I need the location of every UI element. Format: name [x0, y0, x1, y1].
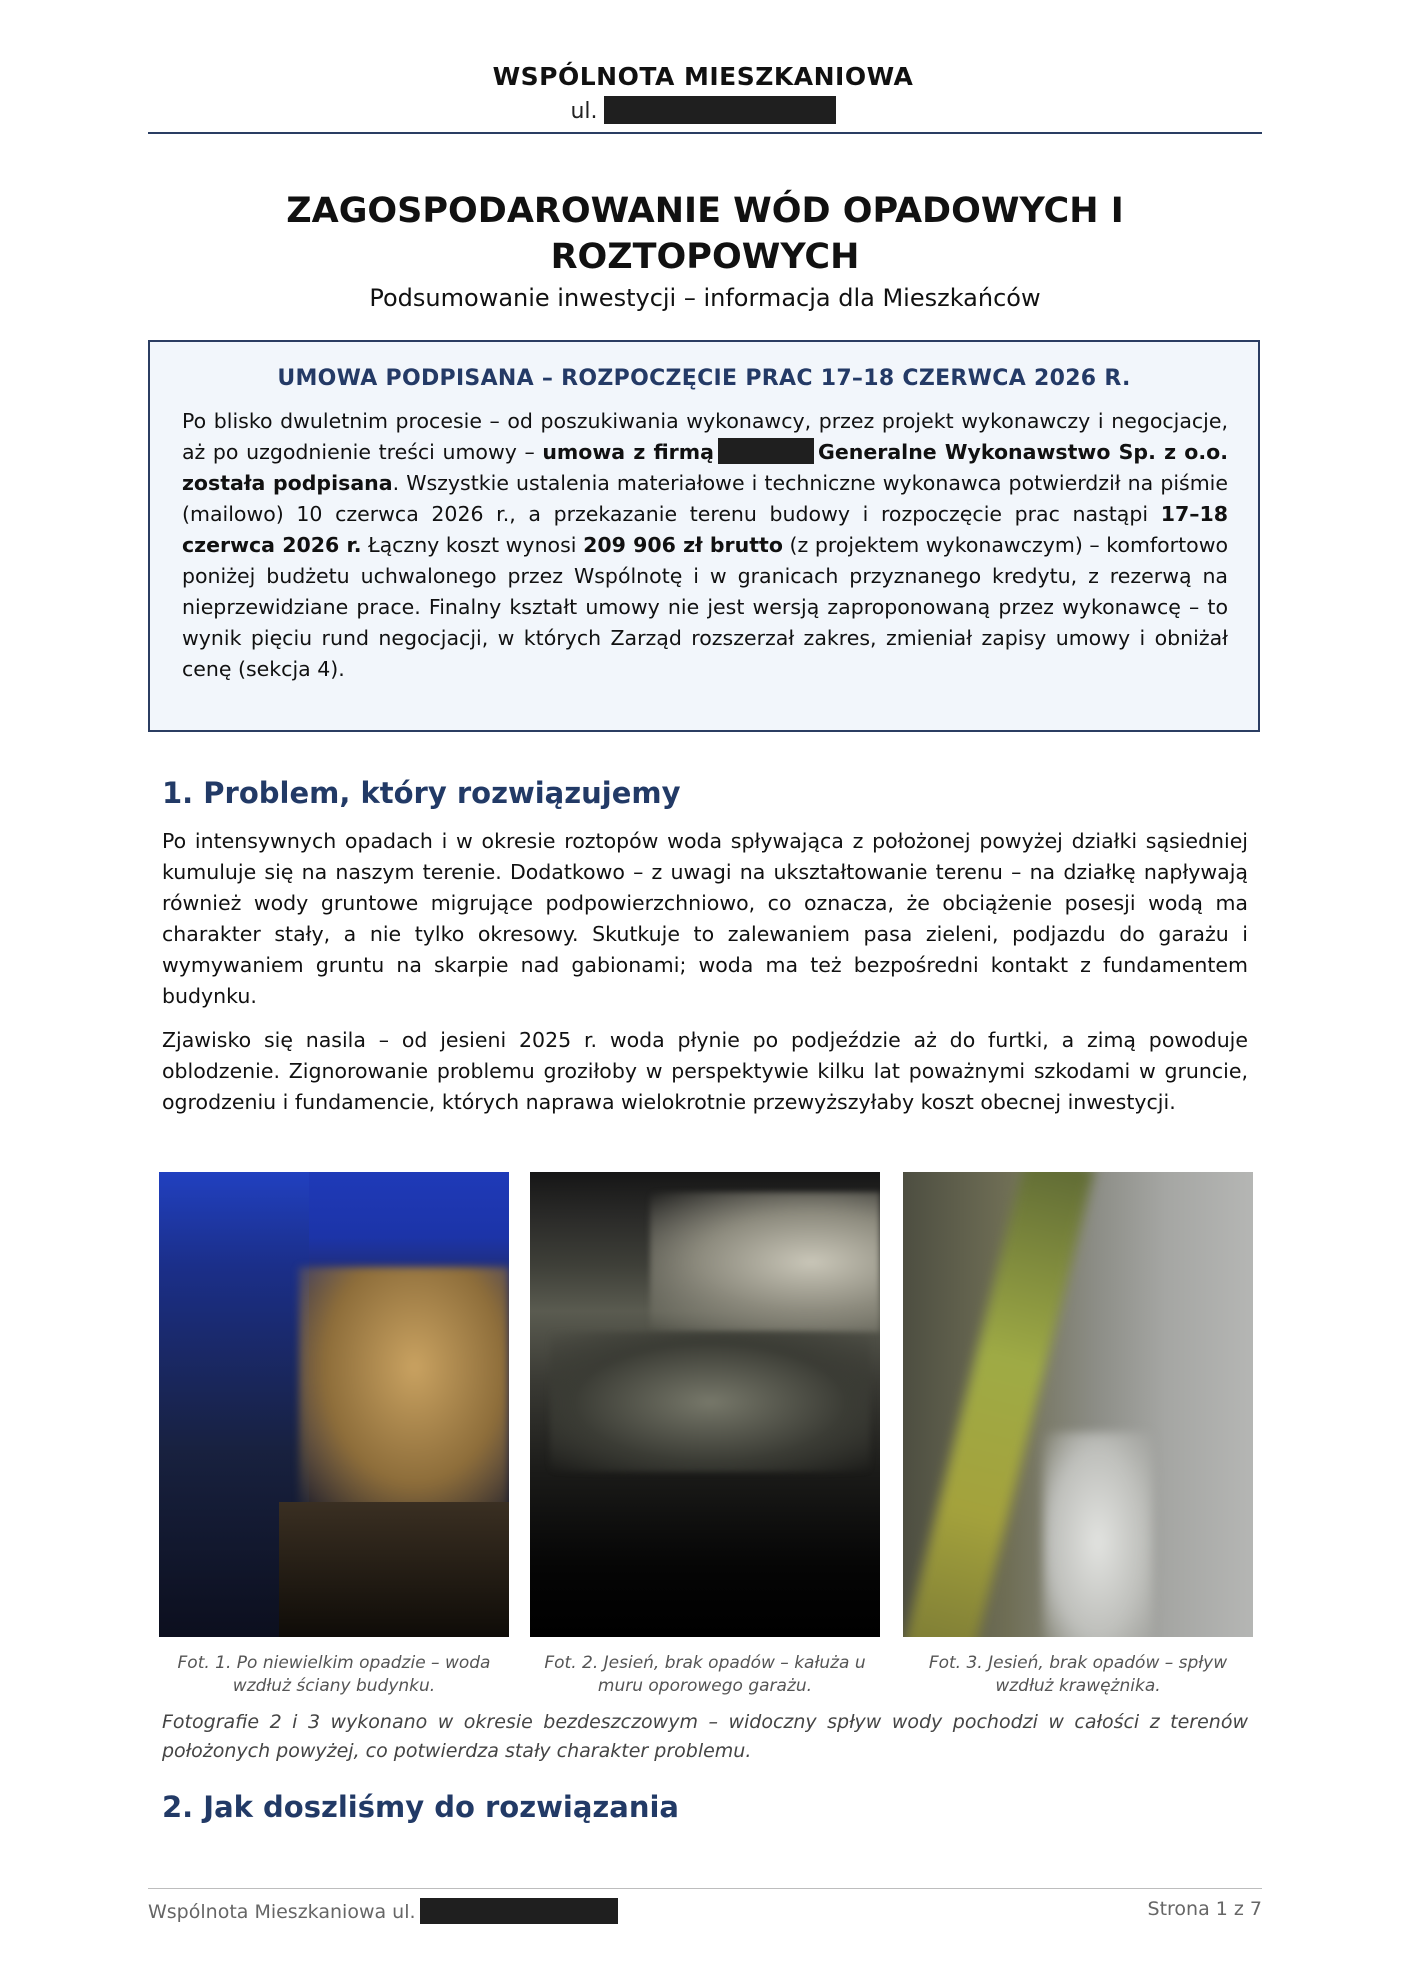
summary-text-part: Po blisko dwuletnim procesie – od poszukiwania wykonawcy, przez projekt wykonawczy i negocjacje, aż po uzgodnienie treści umowy –: [182, 409, 1228, 464]
photo-1: [159, 1172, 509, 1637]
redacted-address: [604, 96, 836, 124]
section-1-paragraph-2: Zjawisko się nasila – od jesieni 2025 r. woda płynie po podjeździe aż do furtki, a zimą powoduje oblodzenie. Zignorowanie problemu groziłoby w perspektywie kilku lat poważnymi szkodami w gruncie, ogrodzeniu i fundamencie, których naprawa wielokrotnie przewyższyłaby koszt obecnej inwestycji.: [162, 1028, 1248, 1114]
header-title: WSPÓLNOTA MIESZKANIOWA: [492, 62, 914, 91]
section-1-paragraph-1: Po intensywnych opadach i w okresie roztopów woda spływająca z położonej powyżej działki sąsiedniej kumuluje się na naszym terenie. Dodatkowo – z uwagi na ukształtowanie terenu – na działkę napływają również wody gruntowe migrujące podpowierzchniowo, co oznacza, że obciążenie posesji wodą ma charakter stały, a nie tylko okresowy. Skutkuje to zalewaniem pasa zieleni, podjazdu do garażu i wymywaniem gruntu na skarpie nad gabionami; woda ma też bezpośredni kontakt z fundamentem budynku.: [162, 829, 1248, 1008]
summary-text-part: (z projektem wykonawczym) – komfortowo poniżej budżetu uchwalonego przez Wspólnotę i w granicach przyznanego kredytu, z rezerwą na nieprzewidziane prace. Finalny kształt umowy nie jest wersją zaproponowaną przez wykonawcę – to wynik pięciu rund negocjacji, w których Zarząd rozszerzał zakres, zmieniał zapisy umowy i obniżał cenę (sekcja 4).: [182, 533, 1228, 681]
photo-1-caption: Fot. 1. Po niewielkim opadzie – woda wzdłuż ściany budynku.: [177, 1653, 491, 1696]
summary-text-part: . Wszystkie ustalenia materiałowe i techniczne wykonawca potwierdził na piśmie (mailowo) 10 czerwca 2026 r., a przekazanie terenu budowy i rozpoczęcie prac nastąpi: [182, 471, 1228, 526]
page-number: Strona 1 z 7: [1147, 1898, 1262, 1920]
photo-2-caption: Fot. 2. Jesień, brak opadów – kałuża u muru oporowego garażu.: [544, 1653, 866, 1696]
summary-bold-signed: Generalne Wykonawstwo Sp. z o.o. została podpisana: [182, 440, 1228, 495]
section-1-heading: 1. Problem, który rozwiązujemy: [162, 776, 681, 810]
document-subtitle: Podsumowanie inwestycji – informacja dla Mieszkańców: [369, 284, 1041, 312]
header-divider: [148, 132, 1262, 134]
summary-heading: UMOWA PODPISANA – ROZPOCZĘCIE PRAC 17–18 CZERWCA 2026 R.: [277, 366, 1131, 391]
street-prefix: ul.: [570, 99, 598, 124]
header-street: [0, 96, 1406, 124]
redacted-company-name: [718, 438, 814, 464]
summary-text-part: Łączny koszt wynosi: [361, 533, 584, 557]
document-title: ZAGOSPODAROWANIE WÓD OPADOWYCH I ROZTOPOWYCH: [286, 191, 1124, 277]
redacted-footer-address: [420, 1898, 618, 1924]
photo-2: [530, 1172, 880, 1637]
photo-3: [903, 1172, 1253, 1637]
photo-3-caption: Fot. 3. Jesień, brak opadów – spływ wzdłuż krawężnika.: [928, 1653, 1228, 1696]
summary-text: [182, 406, 1228, 685]
summary-box: [148, 340, 1260, 732]
photo-note: Fotografie 2 i 3 wykonano w okresie bezdeszczowym – widoczny spływ wody pochodzi w całości z terenów położonych powyżej, co potwierdza stały charakter problemu.: [162, 1711, 1248, 1762]
footer-left: [148, 1898, 618, 1924]
section-2-heading: 2. Jak doszliśmy do rozwiązania: [162, 1790, 680, 1824]
summary-bold-cost: 209 906 zł brutto: [583, 533, 783, 557]
footer-community: Wspólnota Mieszkaniowa ul.: [148, 1901, 416, 1923]
footer-divider: [148, 1888, 1262, 1889]
summary-bold-date: 17–18 czerwca 2026 r.: [182, 502, 1228, 557]
summary-bold-company: umowa z firmą: [542, 440, 714, 464]
